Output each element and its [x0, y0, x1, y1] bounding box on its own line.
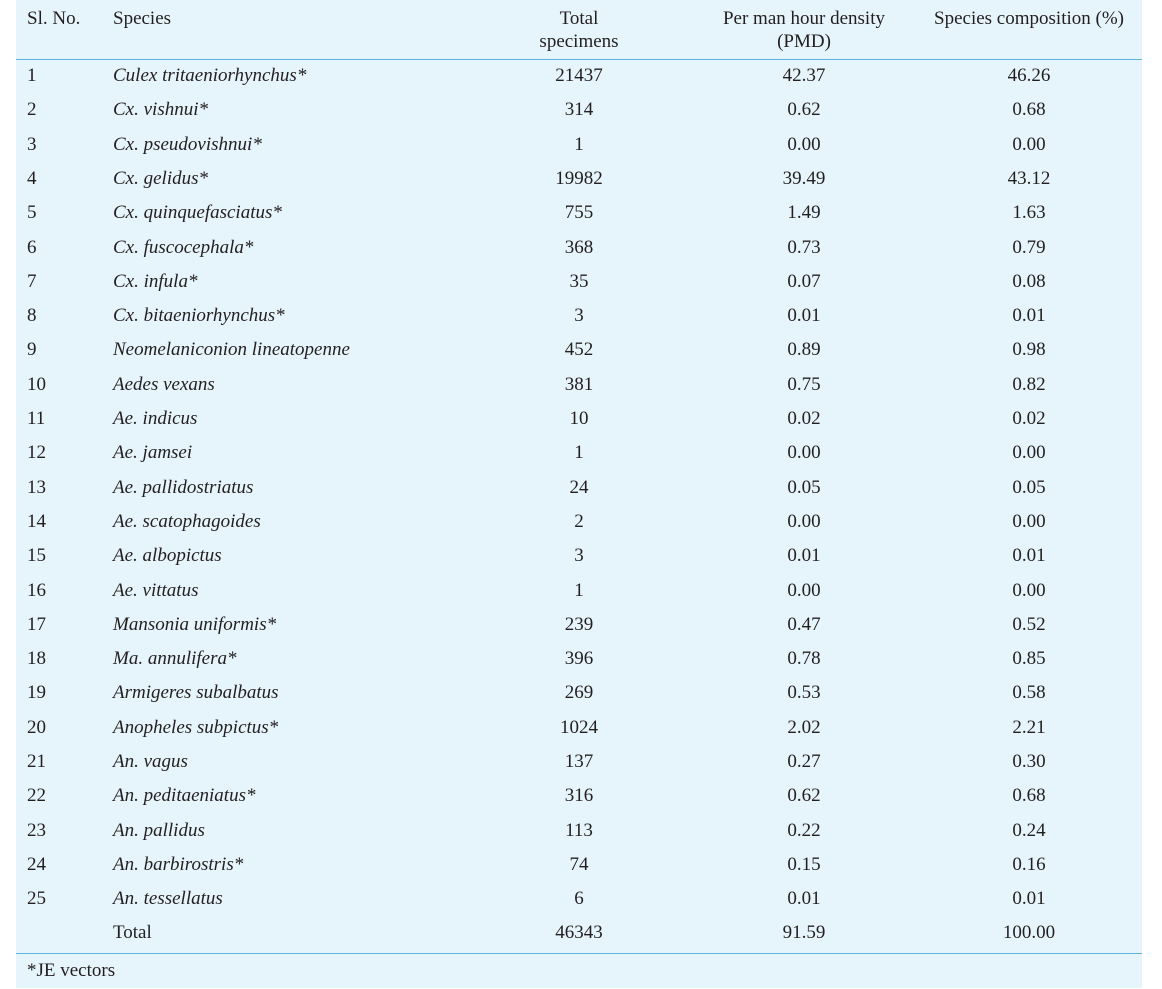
sl-no-cell: 24 — [27, 853, 46, 875]
sl-no-cell: 6 — [27, 236, 37, 258]
table-row — [16, 540, 1142, 574]
pmd-cell: 0.62 — [787, 785, 821, 807]
sl-no-cell: 2 — [27, 99, 37, 121]
total-row — [16, 917, 1142, 951]
pmd-cell: 0.00 — [787, 442, 821, 464]
total-specimens-cell: 314 — [564, 99, 594, 121]
composition-cell: 0.05 — [1012, 476, 1046, 498]
table-row — [16, 815, 1142, 849]
table-header — [16, 0, 1142, 60]
table-row — [16, 197, 1142, 231]
sl-no-cell: 15 — [27, 545, 46, 567]
pmd-cell: 0.15 — [787, 853, 821, 875]
species-cell: Cx. quinquefasciatus* — [113, 202, 282, 224]
header-pmd: Per man hour density (PMD) — [722, 8, 885, 52]
pmd-cell: 0.07 — [787, 270, 821, 292]
header-sl-no: Sl. No. — [27, 8, 81, 29]
pmd-cell: 1.49 — [787, 202, 821, 224]
total-specimens-cell: 21437 — [555, 65, 603, 86]
total-specimens-cell: 74 — [569, 853, 589, 875]
composition-cell: 0.16 — [1012, 853, 1046, 875]
pmd-cell: 0.00 — [787, 510, 821, 532]
pmd-cell: 0.22 — [787, 819, 821, 841]
species-cell: Ae. scatophagoides — [113, 510, 261, 532]
species-cell: Aedes vexans — [113, 373, 215, 395]
pmd-cell: 2.02 — [787, 716, 821, 738]
table-row — [16, 677, 1142, 711]
total-specimens-cell: 2 — [574, 510, 584, 532]
pmd-cell: 0.47 — [787, 613, 821, 635]
table-row — [16, 94, 1142, 128]
composition-cell: 0.52 — [1012, 613, 1046, 635]
pmd-cell: 0.05 — [787, 476, 821, 498]
table-row — [16, 129, 1142, 163]
table-row — [16, 849, 1142, 883]
sl-no-cell: 9 — [27, 339, 37, 361]
table-row — [16, 266, 1142, 300]
sl-no-cell: 8 — [27, 305, 37, 327]
sl-no-cell: 11 — [27, 408, 46, 429]
table-row — [16, 746, 1142, 780]
total-specimens-cell: 1 — [574, 442, 584, 464]
sl-no-cell: 20 — [27, 716, 46, 738]
composition-cell: 0.98 — [1012, 339, 1046, 361]
composition-cell: 1.63 — [1012, 202, 1046, 224]
header-species: Species — [113, 8, 172, 29]
pmd-cell: 0.89 — [787, 339, 821, 361]
composition-cell: 2.21 — [1012, 716, 1046, 738]
total-specimens-cell: 1 — [574, 133, 584, 155]
total-specimens-cell: 137 — [564, 751, 594, 772]
table-row — [16, 609, 1142, 643]
species-cell: Cx. fuscocephala* — [113, 236, 254, 258]
total-specimens-cell: 1024 — [560, 716, 598, 738]
sl-no-cell: 4 — [27, 167, 37, 189]
pmd-cell: 0.53 — [787, 682, 821, 704]
sl-no-cell: 17 — [27, 613, 46, 635]
pmd-cell: 0.00 — [787, 579, 821, 601]
total-specimens-cell: 239 — [564, 613, 594, 635]
sl-no-cell: 3 — [27, 133, 37, 155]
species-cell: Culex tritaeniorhynchus* — [113, 65, 307, 86]
composition-cell: 0.00 — [1012, 510, 1046, 532]
composition-cell: 0.85 — [1012, 648, 1046, 670]
species-table — [16, 0, 1142, 988]
total-label: Total — [113, 922, 152, 943]
total-specimens-cell: 19982 — [555, 167, 603, 189]
table-row — [16, 232, 1142, 266]
species-cell: Ae. indicus — [113, 408, 198, 429]
species-cell: An. tessellatus — [113, 888, 223, 910]
species-cell: An. vagus — [113, 751, 188, 772]
pmd-cell: 0.75 — [787, 373, 821, 395]
table-row — [16, 643, 1142, 677]
total-composition-value: 100.00 — [1002, 922, 1056, 943]
species-cell: An. barbirostris* — [113, 853, 244, 875]
sl-no-cell: 25 — [27, 888, 46, 910]
pmd-cell: 0.78 — [787, 648, 821, 670]
sl-no-cell: 7 — [27, 270, 37, 292]
species-cell: Ae. albopictus — [113, 545, 222, 567]
total-specimens-value: 46343 — [555, 922, 603, 943]
species-cell: Anopheles subpictus* — [113, 716, 279, 738]
table-row — [16, 506, 1142, 540]
table-row — [16, 883, 1142, 917]
pmd-cell: 0.01 — [787, 545, 821, 567]
pmd-cell: 0.73 — [787, 236, 821, 258]
sl-no-cell: 21 — [27, 751, 46, 772]
species-cell: An. peditaeniatus* — [113, 785, 256, 807]
total-specimens-cell: 269 — [564, 682, 594, 704]
species-cell: Cx. vishnui* — [113, 99, 208, 121]
total-specimens-cell: 755 — [564, 202, 594, 224]
pmd-cell: 0.27 — [787, 751, 821, 772]
table-row — [16, 334, 1142, 368]
composition-cell: 0.00 — [1012, 133, 1046, 155]
species-cell: Cx. pseudovishnui* — [113, 133, 262, 155]
species-cell: Mansonia uniformis* — [113, 613, 277, 635]
sl-no-cell: 1 — [27, 65, 37, 86]
species-cell: An. pallidus — [113, 819, 205, 841]
pmd-cell: 0.02 — [787, 408, 821, 429]
species-cell: Neomelaniconion lineatopenne — [113, 339, 350, 361]
species-cell: Cx. infula* — [113, 270, 198, 292]
species-cell: Ae. pallidostriatus — [113, 476, 254, 498]
sl-no-cell: 5 — [27, 202, 37, 224]
composition-cell: 0.82 — [1012, 373, 1046, 395]
total-specimens-cell: 368 — [564, 236, 594, 258]
composition-cell: 46.26 — [1007, 65, 1051, 86]
header-composition: Species composition (%) — [934, 8, 1124, 29]
composition-cell: 0.68 — [1012, 785, 1046, 807]
sl-no-cell: 22 — [27, 785, 46, 807]
species-cell: Cx. bitaeniorhynchus* — [113, 305, 285, 327]
table-row — [16, 472, 1142, 506]
species-cell: Ae. vittatus — [113, 579, 199, 601]
composition-cell: 0.58 — [1012, 682, 1046, 704]
composition-cell: 0.68 — [1012, 99, 1046, 121]
composition-cell: 0.01 — [1012, 305, 1046, 327]
table-row — [16, 437, 1142, 471]
total-specimens-cell: 452 — [564, 339, 594, 361]
header-total-specimens: Total specimens — [539, 8, 619, 52]
sl-no-cell: 18 — [27, 648, 46, 670]
composition-cell: 0.01 — [1012, 888, 1046, 910]
pmd-cell: 42.37 — [782, 65, 826, 86]
table-row — [16, 300, 1142, 334]
table-row — [16, 712, 1142, 746]
sl-no-cell: 10 — [27, 373, 46, 395]
total-specimens-cell: 113 — [565, 819, 593, 841]
total-specimens-cell: 316 — [564, 785, 594, 807]
composition-cell: 0.79 — [1012, 236, 1046, 258]
sl-no-cell: 23 — [27, 819, 46, 841]
sl-no-cell: 16 — [27, 579, 46, 601]
composition-cell: 0.30 — [1012, 751, 1046, 772]
total-specimens-cell: 10 — [569, 408, 589, 429]
table-row — [16, 163, 1142, 197]
total-specimens-cell: 381 — [564, 373, 594, 395]
species-cell: Armigeres subalbatus — [113, 682, 279, 704]
total-specimens-cell: 3 — [574, 305, 584, 327]
pmd-cell: 0.00 — [787, 133, 821, 155]
composition-cell: 0.00 — [1012, 579, 1046, 601]
sl-no-cell: 13 — [27, 476, 46, 498]
pmd-cell: 0.62 — [787, 99, 821, 121]
footnote-text: *JE vectors — [27, 960, 116, 981]
species-cell: Cx. gelidus* — [113, 167, 208, 189]
total-pmd-value: 91.59 — [782, 922, 826, 943]
total-specimens-cell: 396 — [564, 648, 594, 670]
composition-cell: 0.02 — [1012, 408, 1046, 429]
total-specimens-cell: 24 — [569, 476, 589, 498]
composition-cell: 43.12 — [1007, 167, 1051, 189]
table-row — [16, 575, 1142, 609]
pmd-cell: 0.01 — [787, 888, 821, 910]
total-specimens-cell: 35 — [569, 270, 589, 292]
species-cell: Ma. annulifera* — [113, 648, 237, 670]
pmd-cell: 0.01 — [787, 305, 821, 327]
total-specimens-cell: 1 — [574, 579, 584, 601]
sl-no-cell: 19 — [27, 682, 46, 704]
total-specimens-cell: 3 — [574, 545, 584, 567]
table-row — [16, 60, 1142, 94]
sl-no-cell: 14 — [27, 510, 46, 532]
composition-cell: 0.08 — [1012, 270, 1046, 292]
table-row — [16, 780, 1142, 814]
table-row — [16, 403, 1142, 437]
composition-cell: 0.00 — [1012, 442, 1046, 464]
table-row — [16, 369, 1142, 403]
sl-no-cell: 12 — [27, 442, 46, 464]
pmd-cell: 39.49 — [782, 167, 826, 189]
species-cell: Ae. jamsei — [113, 442, 193, 464]
composition-cell: 0.01 — [1012, 545, 1046, 567]
table-footnote — [16, 953, 1142, 989]
total-specimens-cell: 6 — [574, 888, 584, 910]
composition-cell: 0.24 — [1012, 819, 1046, 841]
